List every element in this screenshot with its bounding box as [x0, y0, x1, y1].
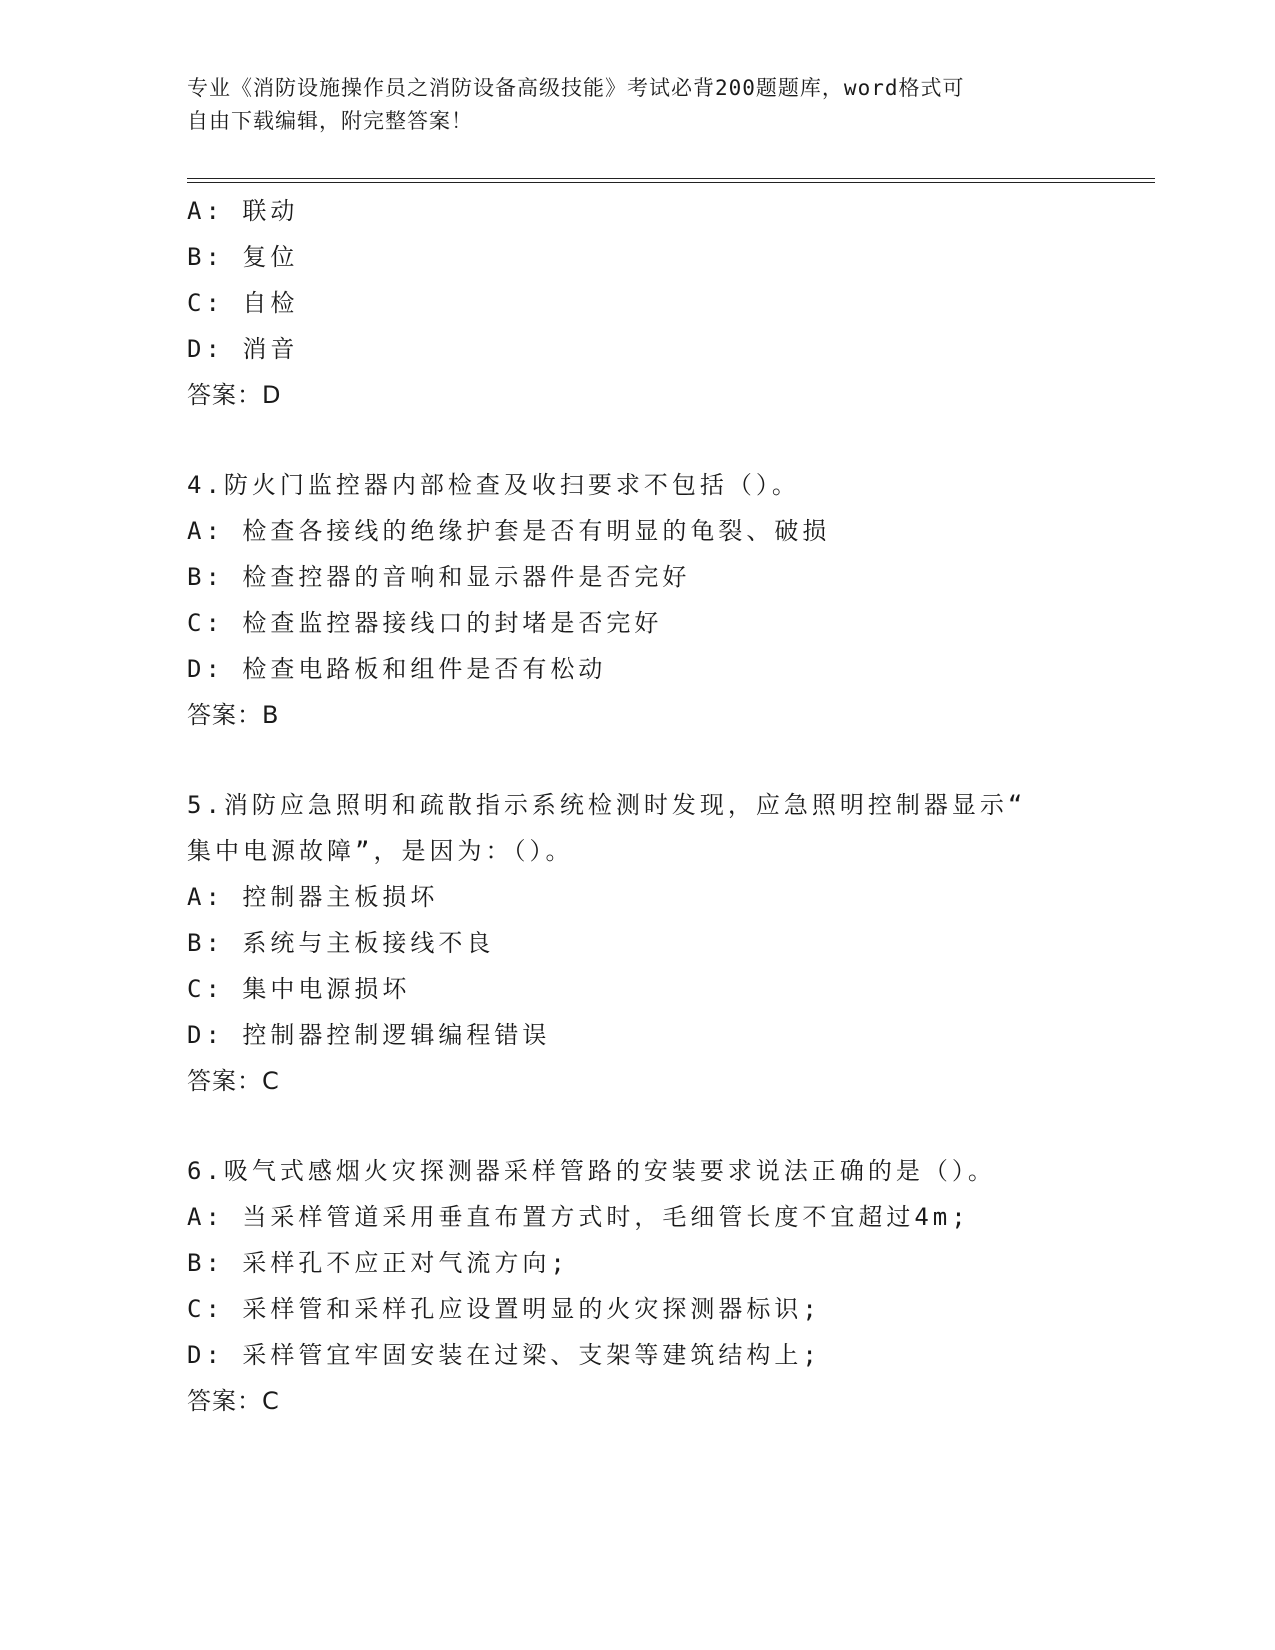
option-a: A: 联动 — [187, 197, 299, 225]
option-b: B: 采样孔不应正对气流方向; — [187, 1249, 569, 1277]
option-b: B: 检查控器的音响和显示器件是否完好 — [187, 563, 691, 591]
question-block-3 — [187, 188, 1155, 418]
header-divider — [187, 178, 1155, 183]
answer: 答案：C — [187, 1067, 280, 1095]
option-d: D: 消音 — [187, 335, 299, 363]
option-c: C: 检查监控器接线口的封堵是否完好 — [187, 609, 663, 637]
option-a: A: 检查各接线的绝缘护套是否有明显的龟裂、破损 — [187, 517, 831, 545]
question-text-line-2: 集中电源故障”，是因为：（）。 — [187, 837, 574, 865]
question-text: 4.防火门监控器内部检查及收扫要求不包括（）。 — [187, 471, 800, 499]
option-b: B: 复位 — [187, 243, 299, 271]
question-text: 6.吸气式感烟火灾探测器采样管路的安装要求说法正确的是（）。 — [187, 1157, 996, 1185]
question-block-5 — [187, 782, 1155, 1104]
question-list — [187, 188, 1155, 1468]
option-d: D: 采样管宜牢固安装在过梁、支架等建筑结构上; — [187, 1341, 821, 1369]
document-header: 专业《消防设施操作员之消防设备高级技能》考试必背200题题库，word格式可 自由下载编辑，附完整答案！ — [187, 76, 965, 133]
option-c: C: 采样管和采样孔应设置明显的火灾探测器标识; — [187, 1295, 821, 1323]
question-block-4 — [187, 462, 1155, 738]
option-b: B: 系统与主板接线不良 — [187, 929, 495, 957]
question-block-6 — [187, 1148, 1155, 1424]
option-d: D: 控制器控制逻辑编程错误 — [187, 1021, 551, 1049]
option-a: A: 当采样管道采用垂直布置方式时，毛细管长度不宜超过4m; — [187, 1203, 970, 1231]
option-d: D: 检查电路板和组件是否有松动 — [187, 655, 607, 683]
option-c: C: 集中电源损坏 — [187, 975, 411, 1003]
answer: 答案：D — [187, 381, 282, 409]
option-c: C: 自检 — [187, 289, 299, 317]
answer: 答案：B — [187, 701, 280, 729]
question-text-line-1: 5.消防应急照明和疏散指示系统检测时发现，应急照明控制器显示“ — [187, 791, 1027, 819]
option-a: A: 控制器主板损坏 — [187, 883, 439, 911]
answer: 答案：C — [187, 1387, 280, 1415]
